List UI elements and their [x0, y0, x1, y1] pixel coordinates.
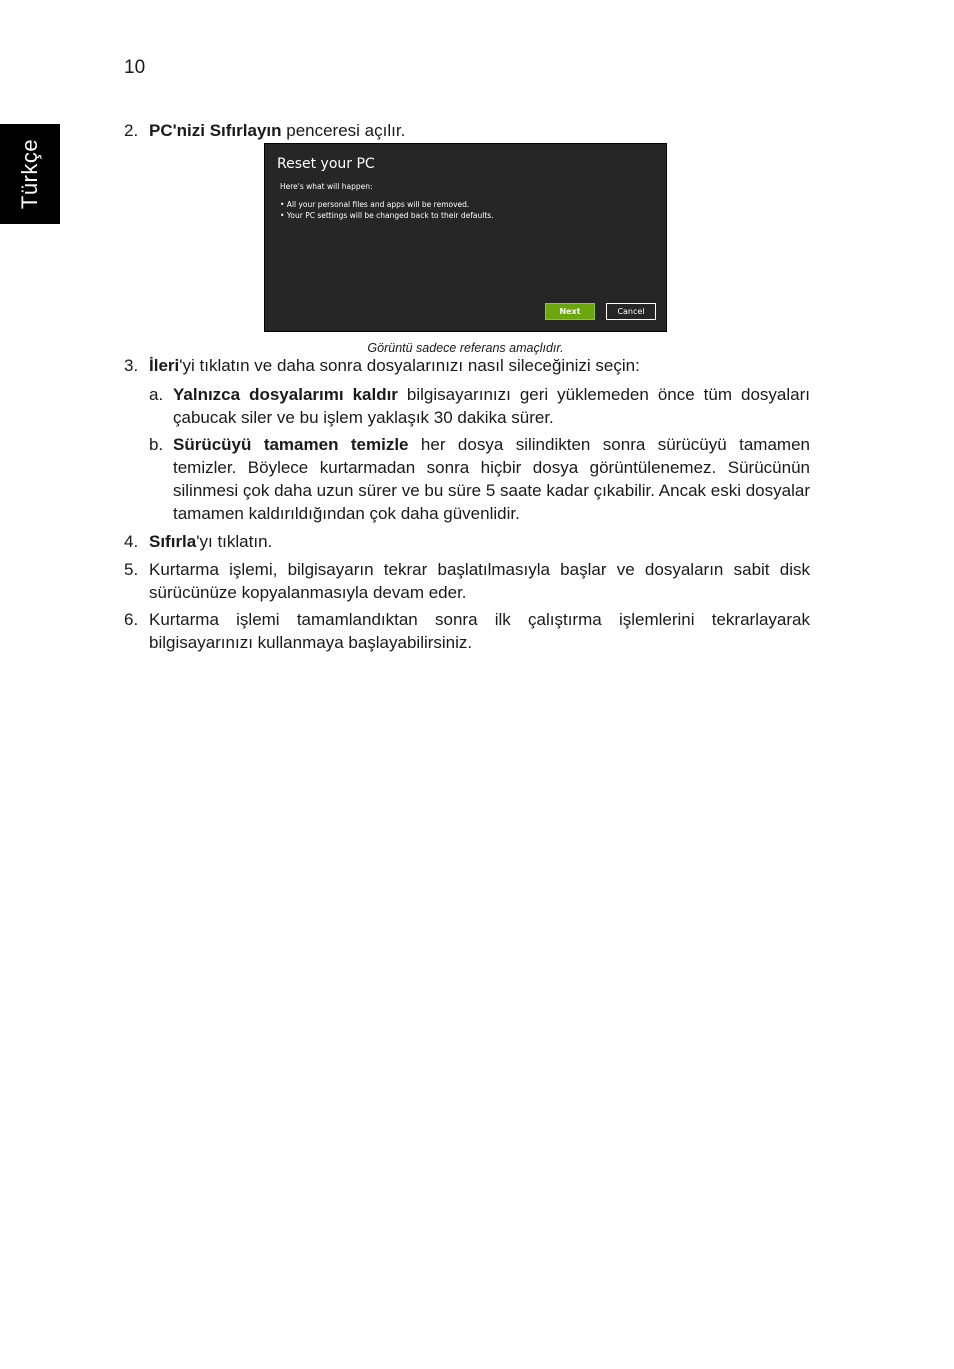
dialog-bullet: • Your PC settings will be changed back to their defaults.: [280, 211, 494, 220]
step-4: [124, 530, 810, 553]
cancel-button[interactable]: Cancel: [606, 303, 656, 320]
step-text: her dosya silindikten sonra sürücüyü tamamen temizler. Böylece kurtarmadan sonra hiçbir dosya görüntülenemez. Sürücünün silinmesi çok daha uzun sürer ve bu süre 5 saate kadar çıkabilir. Ancak eski dosyalar tamamen kaldırıldığından çok daha güvenlidir.: [173, 435, 810, 523]
step-3: [124, 354, 810, 377]
step-text: penceresi açılır.: [281, 121, 406, 140]
step-bold: PC'nizi Sıfırlayın: [149, 121, 282, 140]
step-3a: [149, 383, 810, 429]
step-text: bilgisayarınızı geri yüklemeden önce tüm dosyaları çabucak siler ve bu işlem yaklaşık 30 dakika sürer.: [173, 385, 810, 427]
step-text: 'yi tıklatın ve daha sonra dosyalarınızı nasıl sileceğinizi seçin:: [179, 356, 640, 375]
step-text: Kurtarma işlemi tamamlandıktan sonra ilk çalıştırma işlemlerini tekrarlayarak bilgisayarınızı kullanmaya başlayabilirsiniz.: [149, 610, 810, 652]
dialog-title: Reset your PC: [277, 156, 375, 172]
step-text: 'yı tıklatın.: [196, 532, 273, 551]
step-text: Kurtarma işlemi, bilgisayarın tekrar başlatılmasıyla başlar ve dosyaların sabit disk sürücünüze kopyalanmasıyla devam eder.: [149, 560, 810, 602]
step-number: 4.: [124, 532, 139, 551]
step-bold: Sıfırla: [149, 532, 197, 551]
step-number: 5.: [124, 560, 139, 579]
step-bold: Yalnızca dosyalarımı kaldır: [173, 385, 398, 404]
step-number: 6.: [124, 610, 139, 629]
step-number: b.: [149, 435, 164, 454]
step-5: [124, 558, 810, 604]
image-caption: Görüntü sadece referans amaçlıdır.: [367, 341, 564, 355]
page-number: 10: [124, 57, 146, 78]
language-tab-label: Türkçe: [17, 138, 42, 210]
step-6: [124, 608, 810, 654]
step-bold: İleri: [149, 356, 180, 375]
dialog-subtitle: Here's what will happen:: [280, 182, 373, 191]
reset-pc-screenshot: [264, 143, 667, 332]
step-number: 2.: [124, 121, 139, 140]
next-button[interactable]: Next: [545, 303, 595, 320]
dialog-bullet: • All your personal files and apps will be removed.: [280, 200, 470, 209]
step-3b: [149, 433, 810, 525]
step-2: [124, 119, 810, 142]
step-bold: Sürücüyü tamamen temizle: [173, 435, 409, 454]
language-tab: [0, 124, 60, 224]
step-number: 3.: [124, 356, 139, 375]
step-number: a.: [149, 385, 164, 404]
